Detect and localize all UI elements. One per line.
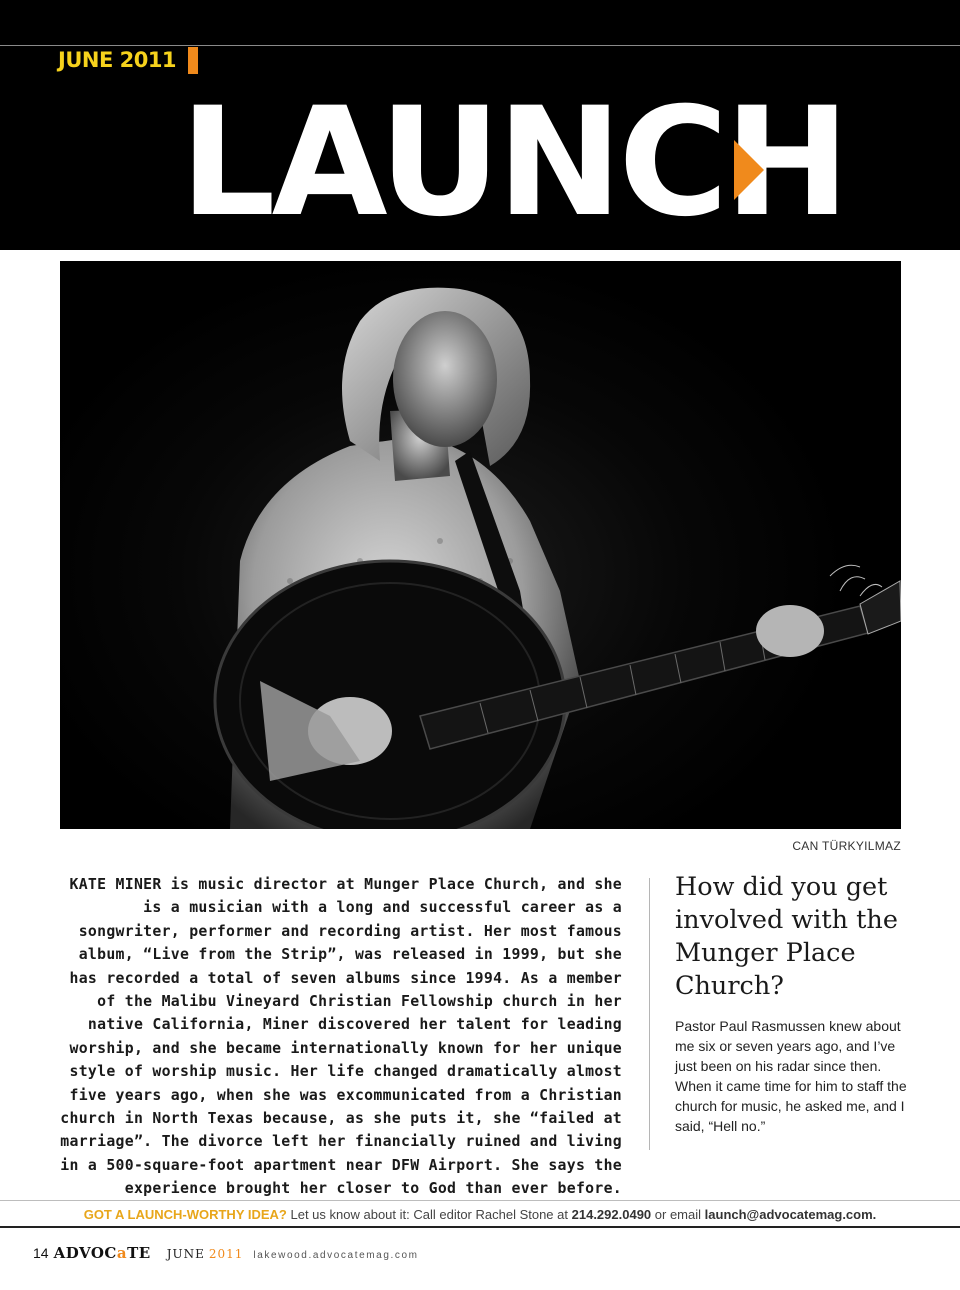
issue-marker — [188, 47, 198, 74]
feature-photo — [60, 261, 901, 829]
column-divider — [649, 878, 650, 1150]
website: lakewood.advocatemag.com — [253, 1250, 419, 1261]
page-folio — [33, 1243, 419, 1263]
interview-question: How did you get involved with the Munger Place Church? — [675, 872, 898, 1001]
tip-line — [0, 1205, 960, 1225]
interview-answer: Pastor Paul Rasmussen knew about me six or seven years ago, and I’ve just been on his radar since then. When it came time for him to staff the church for music, he asked me, and I said, “Hell no.” — [675, 1018, 907, 1134]
article-intro: KATE MINER is music director at Munger Place Church, and she is a musician with a long and successful career as a songwriter, performer and recording artist. Her most famous album, “Live from the Strip”, was released in 1999, but she has recorded a total of seven albums since 1994. As a member of the Malibu Vineyard Christian Fellowship church in her native California, Miner discovered her talent for leading worship, and she became internationally known for her unique style of worship music. Her life changed dramatically almost five years ago, when she was excommunicated from a Christian church in North Texas because, as she puts it, she “failed at marriage”. The divorce left her financially ruined and living in a 500-square-foot apartment near DFW Airport. She says the experience brought her closer to God than ever before. — [60, 876, 622, 1198]
magazine-name-a: ADVOC — [53, 1244, 117, 1262]
section-header — [0, 0, 960, 250]
tip-phone: 214.292.0490 — [571, 1207, 652, 1222]
tip-email: launch@advocatemag.com. — [704, 1207, 877, 1222]
guitarist-portrait-illustration — [60, 261, 901, 829]
arrow-icon — [734, 140, 764, 200]
footer-rule-top — [0, 1200, 960, 1201]
footer-rule-bottom — [0, 1226, 960, 1228]
folio-month: JUNE — [166, 1247, 205, 1261]
tip-or: or email — [654, 1207, 702, 1222]
tip-text: Let us know about it: Call editor Rachel Stone at — [290, 1207, 568, 1222]
magazine-name — [54, 1244, 151, 1262]
page-number: 14 — [33, 1245, 49, 1261]
issue-date: JUNE 2011 — [58, 48, 177, 72]
magazine-name-c: TE — [127, 1244, 151, 1262]
tip-lead: GOT A LAUNCH-WORTHY IDEA? — [83, 1207, 287, 1222]
folio-year: 2011 — [208, 1247, 244, 1261]
magazine-name-b: a — [116, 1244, 128, 1262]
photo-credit: CAN TÜRKYILMAZ — [792, 839, 901, 853]
section-title: LAUNCH — [180, 76, 847, 250]
